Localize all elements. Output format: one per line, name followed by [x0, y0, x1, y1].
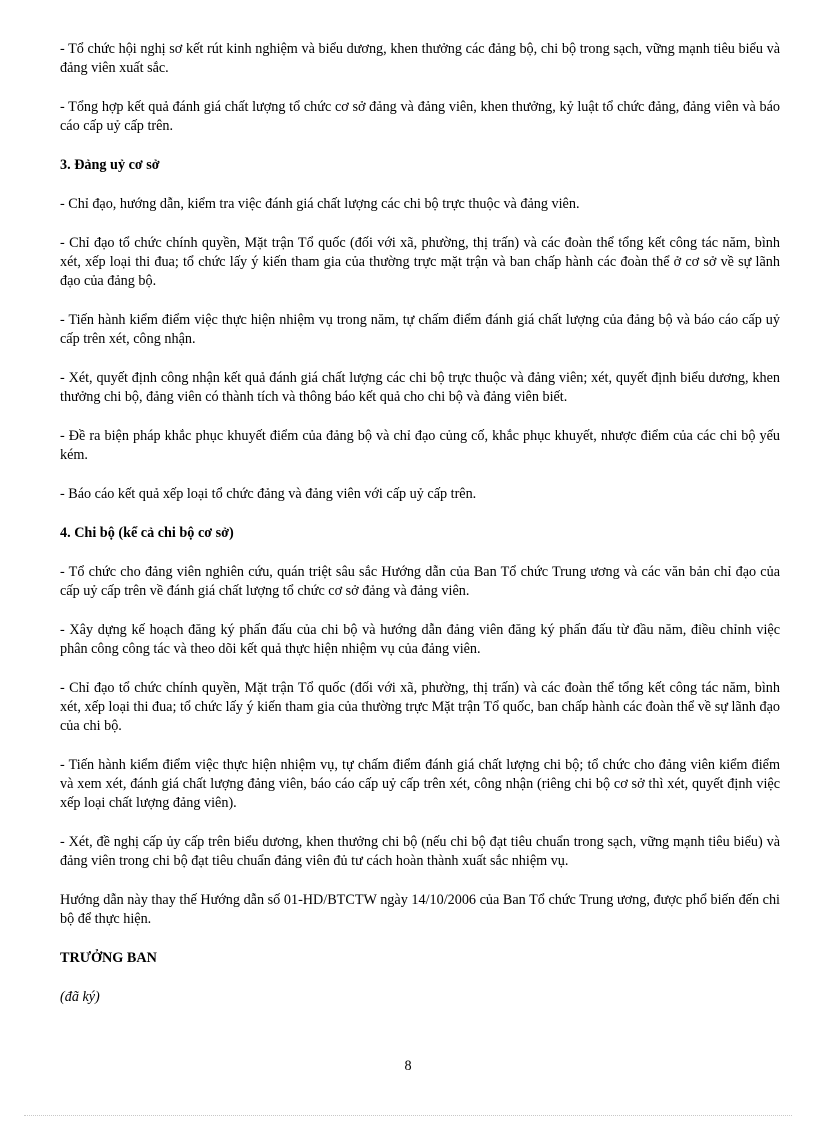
paragraph: - Tổng hợp kết quả đánh giá chất lượng tổ chức cơ sở đảng và đảng viên, khen thưởng, kỷ luật tổ chức đảng, đảng viên và báo cáo cấp uỷ cấp trên. [60, 99, 780, 134]
paragraph: - Chỉ đạo, hướng dẫn, kiểm tra việc đánh giá chất lượng các chi bộ trực thuộc và đảng viên. [60, 196, 580, 212]
paragraph: - Tiến hành kiểm điểm việc thực hiện nhiệm vụ, tự chấm điểm đánh giá chất lượng chi bộ; tổ chức cho đảng viên kiểm điểm và xem xét, đánh giá chất lượng đảng viên, báo cáo cấp uỷ cấp trên xét, công nhận (riêng chi bộ cơ sở thì xét, quyết định việc xếp loại chất lượng đảng viên). [60, 757, 780, 811]
signature-note: (đã ký) [60, 989, 100, 1005]
section-heading: 4. Chi bộ (kể cả chi bộ cơ sở) [60, 525, 234, 541]
paragraph: - Xét, quyết định công nhận kết quả đánh giá chất lượng các chi bộ trực thuộc và đảng viên; xét, quyết định biểu dương, khen thưởng chi bộ, đảng viên có thành tích và thông báo kết quả cho chi bộ và đảng viên biết. [60, 370, 780, 405]
section-heading: 3. Đảng uỷ cơ sở [60, 157, 160, 173]
paragraph: - Tổ chức hội nghị sơ kết rút kinh nghiệm và biểu dương, khen thưởng các đảng bộ, chi bộ trong sạch, vững mạnh tiêu biểu và đảng viên xuất sắc. [60, 41, 780, 76]
paragraph: - Chỉ đạo tổ chức chính quyền, Mặt trận Tổ quốc (đối với xã, phường, thị trấn) và các đoàn thể tổng kết công tác năm, bình xét, xếp loại thi đua; tổ chức lấy ý kiến tham gia của thường trực Mặt trận Tổ quốc, ban chấp hành các đoàn thể về sự lãnh đạo của chi bộ. [60, 680, 780, 734]
footer-divider [24, 1115, 792, 1116]
paragraph: - Xây dựng kế hoạch đăng ký phấn đấu của chi bộ và hướng dẫn đảng viên đăng ký phấn đấu từ đầu năm, điều chỉnh việc phân công công tác và theo dõi kết quả thực hiện nhiệm vụ của đảng viên. [60, 622, 780, 657]
document-body [60, 40, 780, 1007]
signature-title: TRƯỞNG BAN [60, 950, 157, 966]
closing-paragraph: Hướng dẫn này thay thế Hướng dẫn số 01-HD/BTCTW ngày 14/10/2006 của Ban Tổ chức Trung ương, được phổ biến đến chi bộ để thực hiện. [60, 892, 780, 927]
paragraph: - Tổ chức cho đảng viên nghiên cứu, quán triệt sâu sắc Hướng dẫn của Ban Tổ chức Trung ương và các văn bản chỉ đạo của cấp uỷ cấp trên về đánh giá chất lượng tổ chức cơ sở đảng và đảng viên. [60, 564, 780, 599]
page-number: 8 [404, 1058, 412, 1074]
paragraph: - Báo cáo kết quả xếp loại tổ chức đảng và đảng viên với cấp uỷ cấp trên. [60, 486, 477, 502]
paragraph: - Chỉ đạo tổ chức chính quyền, Mặt trận Tổ quốc (đối với xã, phường, thị trấn) và các đoàn thể tổng kết công tác năm, bình xét, xếp loại thi đua; tổ chức lấy ý kiến tham gia của thường trực mặt trận và ban chấp hành các đoàn thể ở cơ sở về sự lãnh đạo của đảng bộ. [60, 235, 780, 289]
paragraph: - Đề ra biện pháp khắc phục khuyết điểm của đảng bộ và chỉ đạo củng cố, khắc phục khuyết, nhược điểm của các chi bộ yếu kém. [60, 428, 780, 463]
paragraph: - Tiến hành kiểm điểm việc thực hiện nhiệm vụ trong năm, tự chấm điểm đánh giá chất lượng của đảng bộ và báo cáo cấp uỷ cấp trên xét, công nhận. [60, 312, 780, 347]
paragraph: - Xét, đề nghị cấp ủy cấp trên biểu dương, khen thưởng chi bộ (nếu chi bộ đạt tiêu chuẩn trong sạch, vững mạnh tiêu biểu) và đảng viên trong chi bộ đạt tiêu chuẩn đảng viên đủ tư cách hoàn thành xuất sắc nhiệm vụ. [60, 834, 780, 869]
